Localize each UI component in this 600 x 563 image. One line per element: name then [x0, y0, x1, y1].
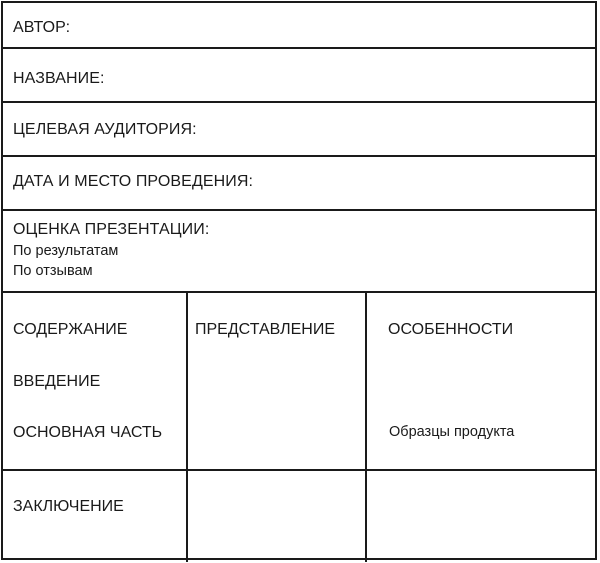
table-row-divider — [3, 469, 595, 471]
conclusion-label: ЗАКЛЮЧЕНИЕ — [13, 498, 124, 515]
content-label: СОДЕРЖАНИЕ — [13, 321, 128, 338]
audience-row — [3, 103, 595, 157]
evaluation-row — [3, 211, 595, 293]
main-part-label: ОСНОВНАЯ ЧАСТЬ — [13, 424, 163, 441]
audience-label: ЦЕЛЕВАЯ АУДИТОРИЯ: — [13, 121, 197, 138]
features-label: ОСОБЕННОСТИ — [388, 321, 514, 338]
evaluation-by-results: По результатам — [13, 243, 119, 259]
evaluation-label: ОЦЕНКА ПРЕЗЕНТАЦИИ: — [13, 221, 210, 238]
intro-label: ВВЕДЕНИЕ — [13, 373, 101, 390]
presentation-form — [1, 1, 597, 560]
author-label: АВТОР: — [13, 19, 71, 36]
date-place-label: ДАТА И МЕСТО ПРОВЕДЕНИЯ: — [13, 173, 254, 190]
author-row — [3, 3, 595, 49]
presentation-label: ПРЕДСТАВЛЕНИЕ — [195, 321, 336, 338]
column-divider-2 — [365, 293, 367, 562]
date-place-row — [3, 157, 595, 211]
product-samples-label: Образцы продукта — [389, 424, 515, 440]
column-divider-1 — [186, 293, 188, 562]
title-row — [3, 49, 595, 103]
title-label: НАЗВАНИЕ: — [13, 70, 105, 87]
evaluation-by-reviews: По отзывам — [13, 263, 93, 279]
